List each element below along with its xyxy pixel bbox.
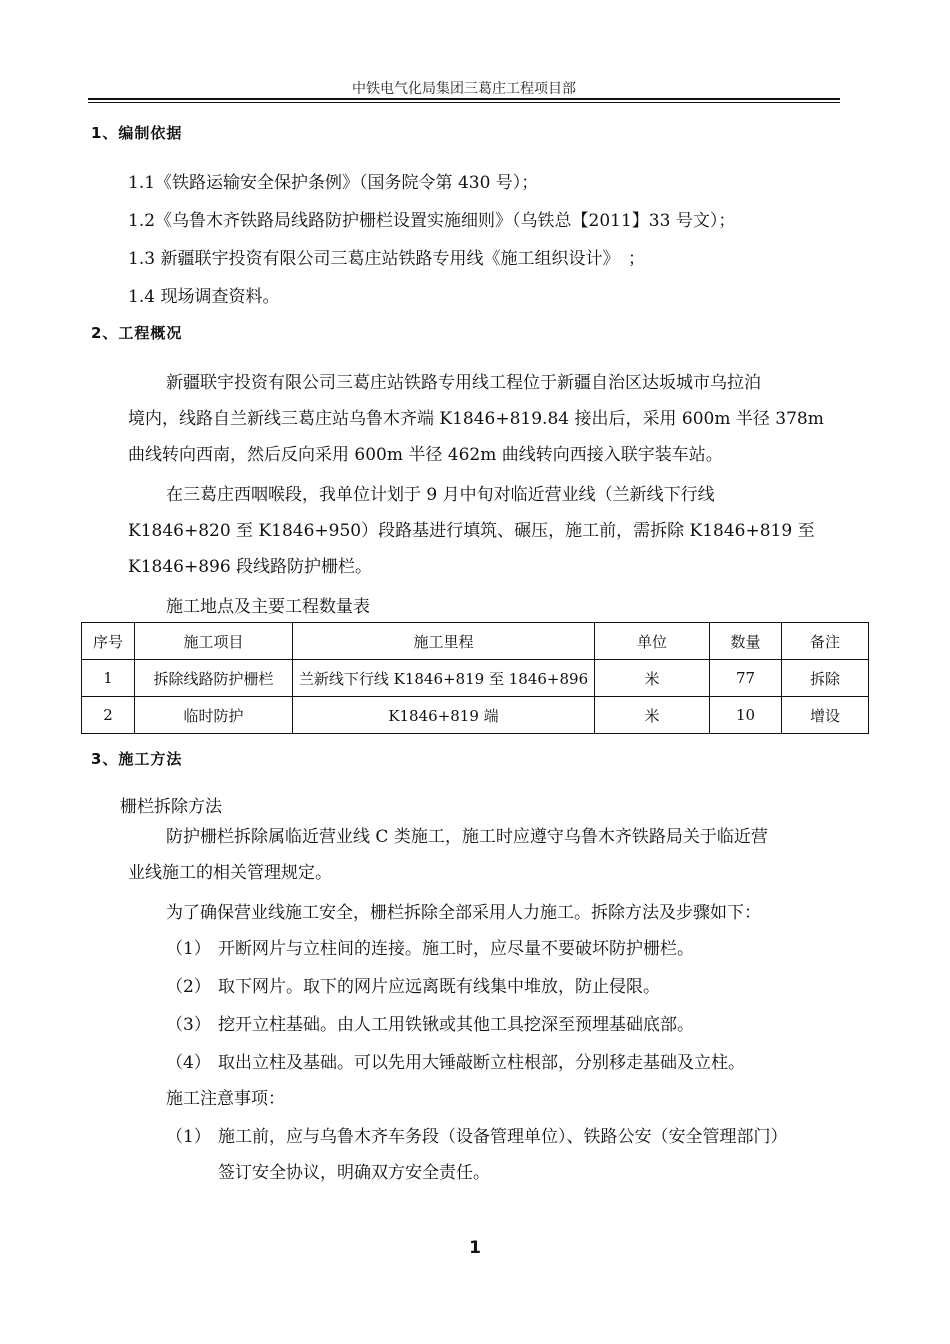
table-cell: 米 [595,660,710,697]
reference-item-2: 1.2《乌鲁木齐铁路局线路防护栅栏设置实施细则》（乌铁总【2011】33 号文）； [128,211,736,231]
table-cell: 拆除线路防护栅栏 [135,660,293,697]
table-header-row [82,623,869,660]
header-rule-thin [88,102,840,103]
quantity-table [81,622,869,734]
section-heading-1: 1、编制依据 [91,124,183,142]
table-cell: 10 [710,697,782,734]
notes-heading: 施工注意事项： [166,1089,285,1109]
table-caption: 施工地点及主要工程数量表 [166,597,370,617]
step-number: （2） [166,977,211,997]
table-cell: 拆除 [782,660,869,697]
overview-para2-line3: K1846+896 段线路防护栅栏。 [128,557,373,577]
step-text: 取下网片。取下的网片应远离既有线集中堆放，防止侵限。 [218,977,660,997]
table-cell: 兰新线下行线 K1846+819 至 1846+896 [293,660,595,697]
table-header-cell: 序号 [82,623,135,660]
step-text: 取出立柱及基础。可以先用大锤敲断立柱根部，分别移走基础及立柱。 [218,1053,745,1073]
reference-item-4: 1.4 现场调查资料。 [128,287,280,307]
step-number: （3） [166,1015,211,1035]
table-row [82,660,869,697]
table-cell: 米 [595,697,710,734]
table-cell: 增设 [782,697,869,734]
step-number: （1） [166,939,211,959]
step-text: 开断网片与立柱间的连接。施工时，应尽量不要破坏防护栅栏。 [218,939,694,959]
step-number: （4） [166,1053,211,1073]
table-cell: 77 [710,660,782,697]
page-header: 中铁电气化局集团三葛庄工程项目部 [352,81,576,97]
table-row [82,697,869,734]
note-text-line2: 签订安全协议，明确双方安全责任。 [218,1163,490,1183]
method-para2: 为了确保营业线施工安全，栅栏拆除全部采用人力施工。拆除方法及步骤如下： [166,903,761,923]
table-header-cell: 数量 [710,623,782,660]
table-cell: 2 [82,697,135,734]
section-heading-2: 2、工程概况 [91,324,183,342]
table-header-cell: 施工里程 [293,623,595,660]
table-cell: 临时防护 [135,697,293,734]
method-para1-line1: 防护栅栏拆除属临近营业线 C 类施工，施工时应遵守乌鲁木齐铁路局关于临近营 [166,827,768,847]
table-header-cell: 备注 [782,623,869,660]
reference-item-3: 1.3 新疆联宇投资有限公司三葛庄站铁路专用线《施工组织设计》 ； [128,249,645,269]
sub-heading: 栅栏拆除方法 [120,797,222,817]
overview-para2-line1: 在三葛庄西咽喉段，我单位计划于 9 月中旬对临近营业线（兰新线下行线 [166,485,715,505]
note-number: （1） [166,1127,211,1147]
method-para1-line2: 业线施工的相关管理规定。 [128,863,332,883]
note-text-line1: 施工前，应与乌鲁木齐车务段（设备管理单位）、铁路公安（安全管理部门） [218,1127,788,1147]
overview-para1-line3: 曲线转向西南，然后反向采用 600m 半径 462m 曲线转向西接入联宇装车站。 [128,445,723,465]
overview-para2-line2: K1846+820 至 K1846+950）段路基进行填筑、碾压，施工前，需拆除 K1846+819 至 [128,521,815,541]
table-cell: K1846+819 端 [293,697,595,734]
page-number: 1 [469,1238,481,1258]
reference-item-1: 1.1《铁路运输安全保护条例》（国务院令第 430 号）； [128,173,539,193]
overview-para1-line2: 境内，线路自兰新线三葛庄站乌鲁木齐端 K1846+819.84 接出后，采用 600m 半径 378m [128,409,824,429]
header-rule-thick [88,98,840,100]
table-cell: 1 [82,660,135,697]
step-text: 挖开立柱基础。由人工用铁锹或其他工具挖深至预埋基础底部。 [218,1015,694,1035]
overview-para1-line1: 新疆联宇投资有限公司三葛庄站铁路专用线工程位于新疆自治区达坂城市乌拉泊 [166,373,761,393]
table-header-cell: 施工项目 [135,623,293,660]
table-header-cell: 单位 [595,623,710,660]
section-heading-3: 3、施工方法 [91,750,183,768]
